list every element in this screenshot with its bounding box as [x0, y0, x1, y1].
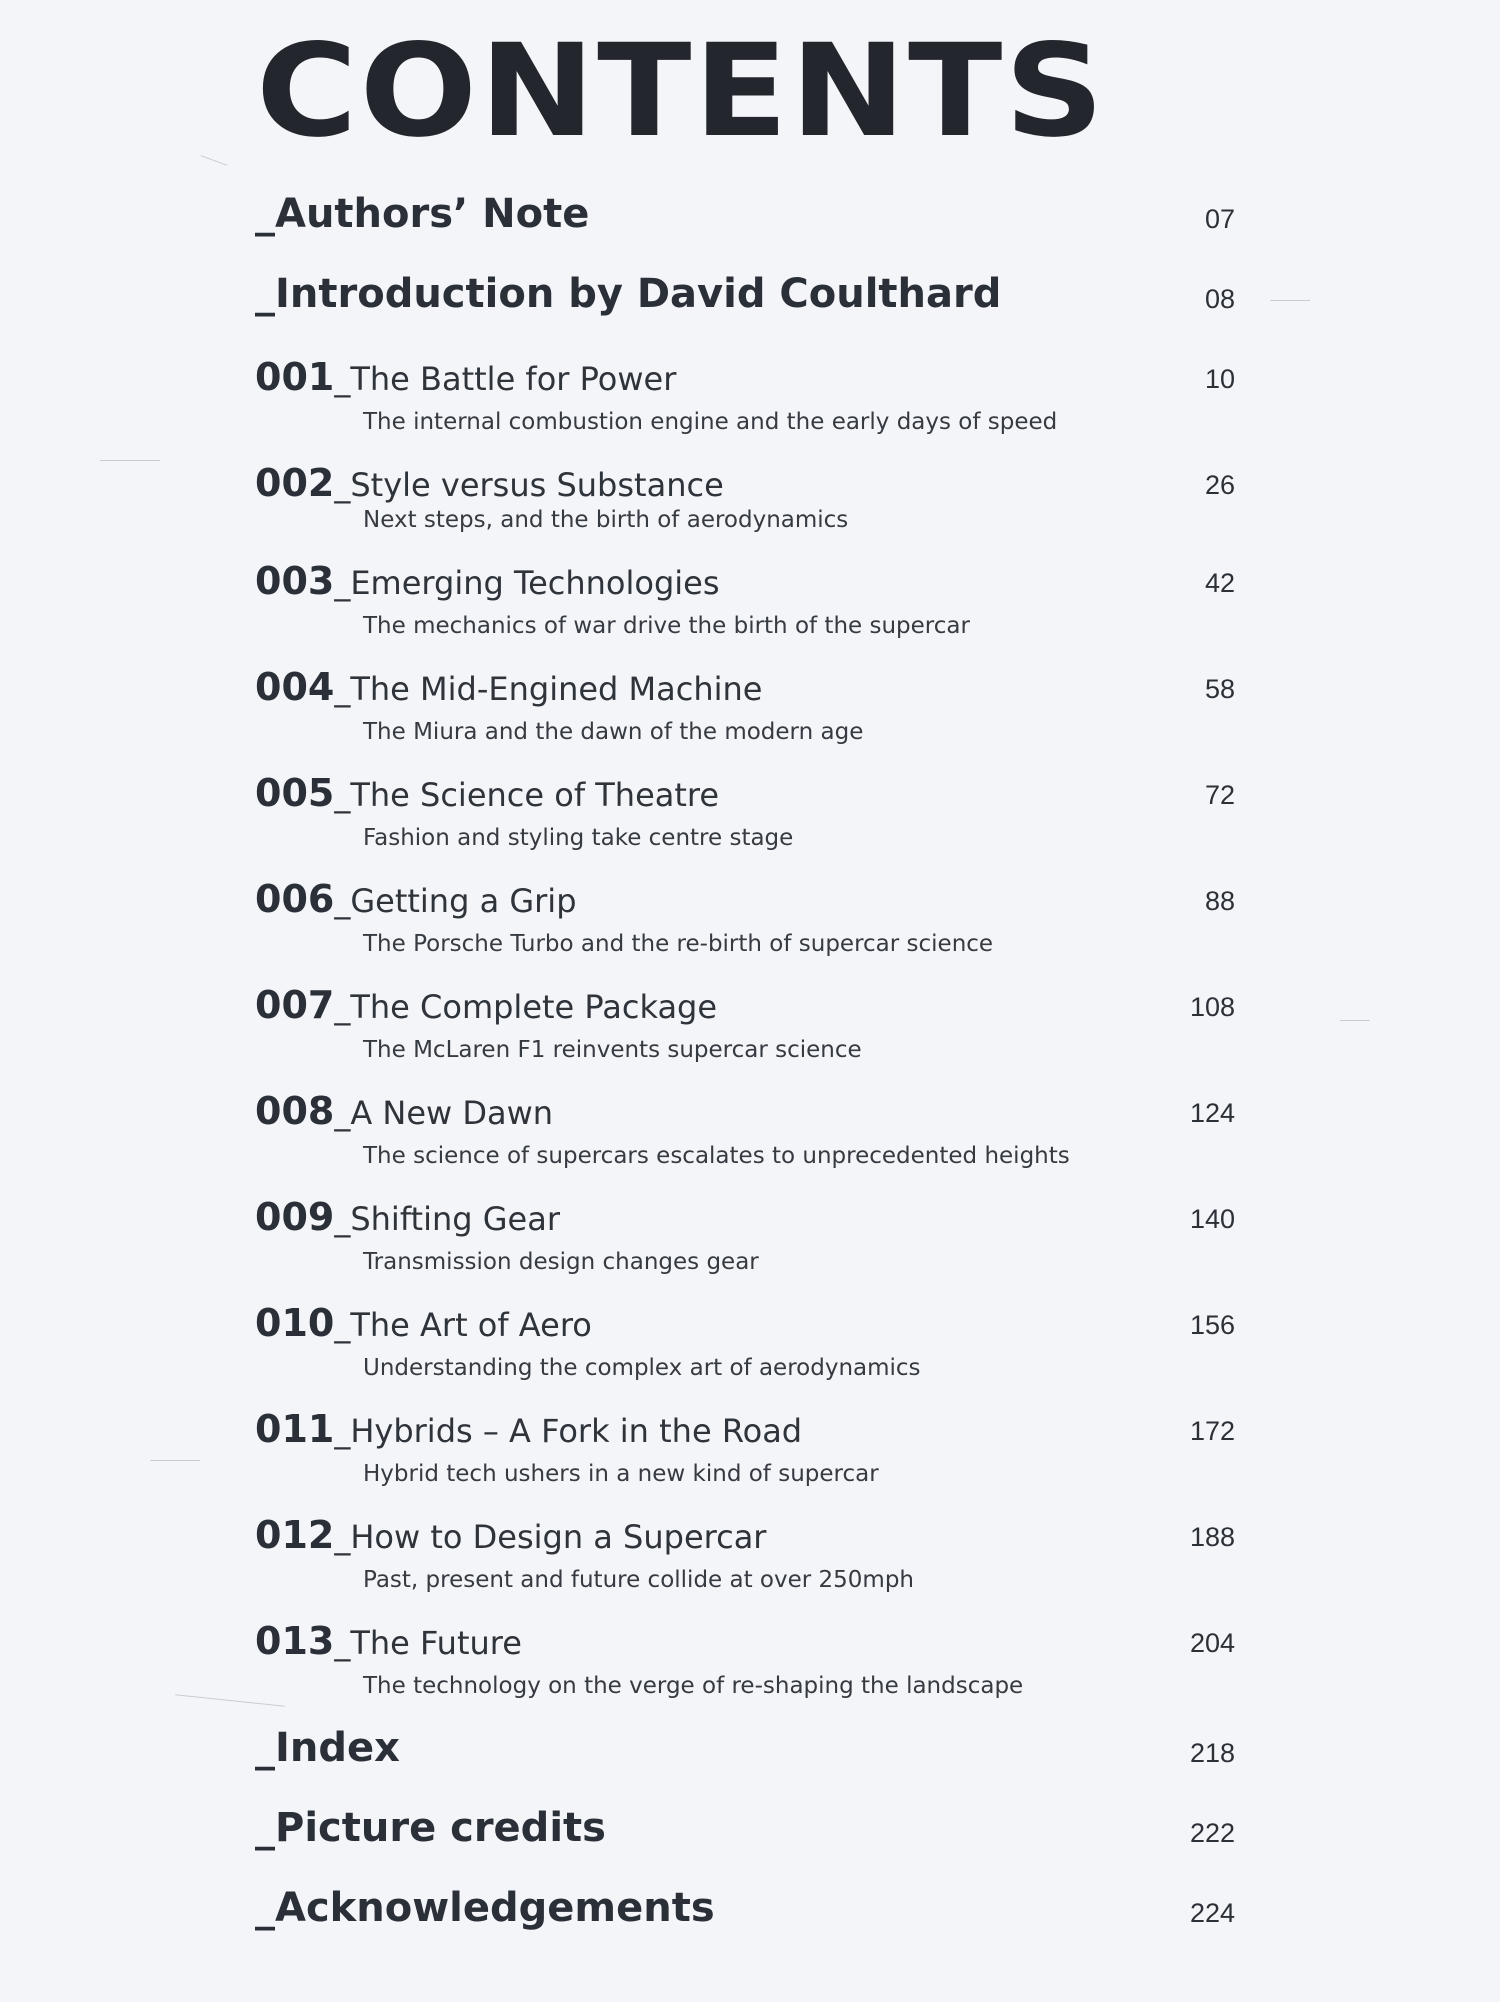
- chapter-title: _The Art of Aero: [334, 1306, 592, 1344]
- toc-entry-index[interactable]: [255, 1724, 1235, 1772]
- chapter-number: 001: [255, 355, 335, 399]
- chapter-subtitle: Fashion and styling take centre stage: [363, 825, 794, 851]
- chapter-title: _The Complete Package: [334, 988, 718, 1026]
- chapter-subtitle: Hybrid tech ushers in a new kind of supercar: [363, 1461, 879, 1487]
- chapter-title: _Emerging Technologies: [334, 564, 720, 602]
- toc-page-number: 08: [1204, 284, 1235, 314]
- chapter-number: 011: [255, 1407, 335, 1451]
- toc-page-number: 07: [1204, 204, 1235, 234]
- toc-entry-label: _Authors’ Note: [255, 191, 590, 237]
- toc-chapter-002[interactable]: [255, 462, 1235, 535]
- toc-chapter-010[interactable]: [255, 1302, 1235, 1383]
- toc-entry-label: _Acknowledgements: [255, 1885, 715, 1931]
- toc-page-number: 26: [1204, 470, 1235, 500]
- toc-page-number: 204: [1189, 1628, 1235, 1658]
- chapter-subtitle: Transmission design changes gear: [363, 1249, 759, 1275]
- chapter-number: 010: [255, 1301, 335, 1345]
- chapter-subtitle: Understanding the complex art of aerodynamics: [363, 1355, 921, 1381]
- chapter-number: 005: [255, 771, 335, 815]
- chapter-subtitle: The McLaren F1 reinvents supercar science: [363, 1037, 862, 1063]
- toc-page-number: 10: [1204, 364, 1235, 394]
- chapter-number: 013: [255, 1619, 335, 1663]
- toc-page-number: 218: [1189, 1738, 1235, 1768]
- toc-chapter-008[interactable]: [255, 1090, 1235, 1171]
- toc-chapter-001[interactable]: [255, 356, 1235, 437]
- chapter-title: _Shifting Gear: [334, 1200, 560, 1238]
- toc-page-number: 88: [1204, 886, 1235, 916]
- chapter-subtitle: The mechanics of war drive the birth of the supercar: [363, 613, 970, 639]
- chapter-number: 008: [255, 1089, 335, 1133]
- chapter-subtitle: The science of supercars escalates to unprecedented heights: [363, 1143, 1070, 1169]
- toc-page-number: 108: [1189, 992, 1235, 1022]
- toc-page-number: 140: [1189, 1204, 1235, 1234]
- toc-chapter-004[interactable]: [255, 666, 1235, 747]
- toc-chapter-006[interactable]: [255, 878, 1235, 959]
- toc-entry-authors-note[interactable]: [255, 190, 1235, 238]
- toc-chapter-012[interactable]: [255, 1514, 1235, 1595]
- toc-entry-acknowledgements[interactable]: [255, 1884, 1235, 1932]
- toc-entry-introduction[interactable]: [255, 270, 1235, 318]
- toc-page-number: 224: [1189, 1898, 1235, 1928]
- scan-mark: [201, 155, 228, 166]
- chapter-subtitle: The technology on the verge of re-shaping the landscape: [363, 1673, 1024, 1699]
- chapter-number: 006: [255, 877, 335, 921]
- chapter-number: 009: [255, 1195, 335, 1239]
- toc-entry-label: _Introduction by David Coulthard: [255, 271, 1002, 317]
- chapter-number: 004: [255, 665, 335, 709]
- chapter-subtitle: The internal combustion engine and the early days of speed: [363, 409, 1058, 435]
- page-title: CONTENTS: [256, 17, 1107, 166]
- scan-mark: [1270, 300, 1310, 301]
- chapter-subtitle: The Miura and the dawn of the modern age: [363, 719, 864, 745]
- toc-chapter-003[interactable]: [255, 560, 1235, 641]
- scan-mark: [1340, 1020, 1370, 1021]
- toc-entry-picture-credits[interactable]: [255, 1804, 1235, 1852]
- chapter-number: 007: [255, 983, 335, 1027]
- chapter-title: _The Science of Theatre: [334, 776, 720, 814]
- toc-chapter-007[interactable]: [255, 984, 1235, 1065]
- toc-page-number: 222: [1189, 1818, 1235, 1848]
- chapter-subtitle: The Porsche Turbo and the re-birth of supercar science: [363, 931, 994, 957]
- chapter-title: _A New Dawn: [334, 1094, 554, 1132]
- toc-page-number: 58: [1204, 674, 1235, 704]
- chapter-subtitle: Past, present and future collide at over 250mph: [363, 1567, 915, 1593]
- chapter-title: _The Future: [334, 1624, 522, 1662]
- toc-page-number: 156: [1189, 1310, 1235, 1340]
- toc-chapter-013[interactable]: [255, 1620, 1235, 1701]
- toc-page-number: 72: [1204, 780, 1235, 810]
- chapter-number: 012: [255, 1513, 335, 1557]
- toc-page-number: 172: [1189, 1416, 1235, 1446]
- toc-page-number: 188: [1189, 1522, 1235, 1552]
- toc-entry-label: _Picture credits: [255, 1805, 606, 1851]
- toc-chapter-009[interactable]: [255, 1196, 1235, 1277]
- chapter-title: _Getting a Grip: [334, 882, 577, 920]
- chapter-title: _The Battle for Power: [334, 360, 677, 398]
- toc-page-number: 124: [1189, 1098, 1235, 1128]
- toc-entry-label: _Index: [255, 1725, 400, 1771]
- chapter-title: _Style versus Substance: [334, 466, 724, 504]
- chapter-title: _How to Design a Supercar: [334, 1518, 767, 1556]
- chapter-title: _The Mid-Engined Machine: [334, 670, 763, 708]
- chapter-title: _Hybrids – A Fork in the Road: [334, 1412, 803, 1450]
- toc-page-number: 42: [1204, 568, 1235, 598]
- scan-mark: [150, 1460, 200, 1461]
- scan-mark: [100, 460, 160, 461]
- chapter-number: 003: [255, 559, 335, 603]
- chapter-number: 002: [255, 461, 335, 505]
- chapter-subtitle: Next steps, and the birth of aerodynamics: [363, 507, 849, 533]
- toc-chapter-005[interactable]: [255, 772, 1235, 853]
- toc-chapter-011[interactable]: [255, 1408, 1235, 1489]
